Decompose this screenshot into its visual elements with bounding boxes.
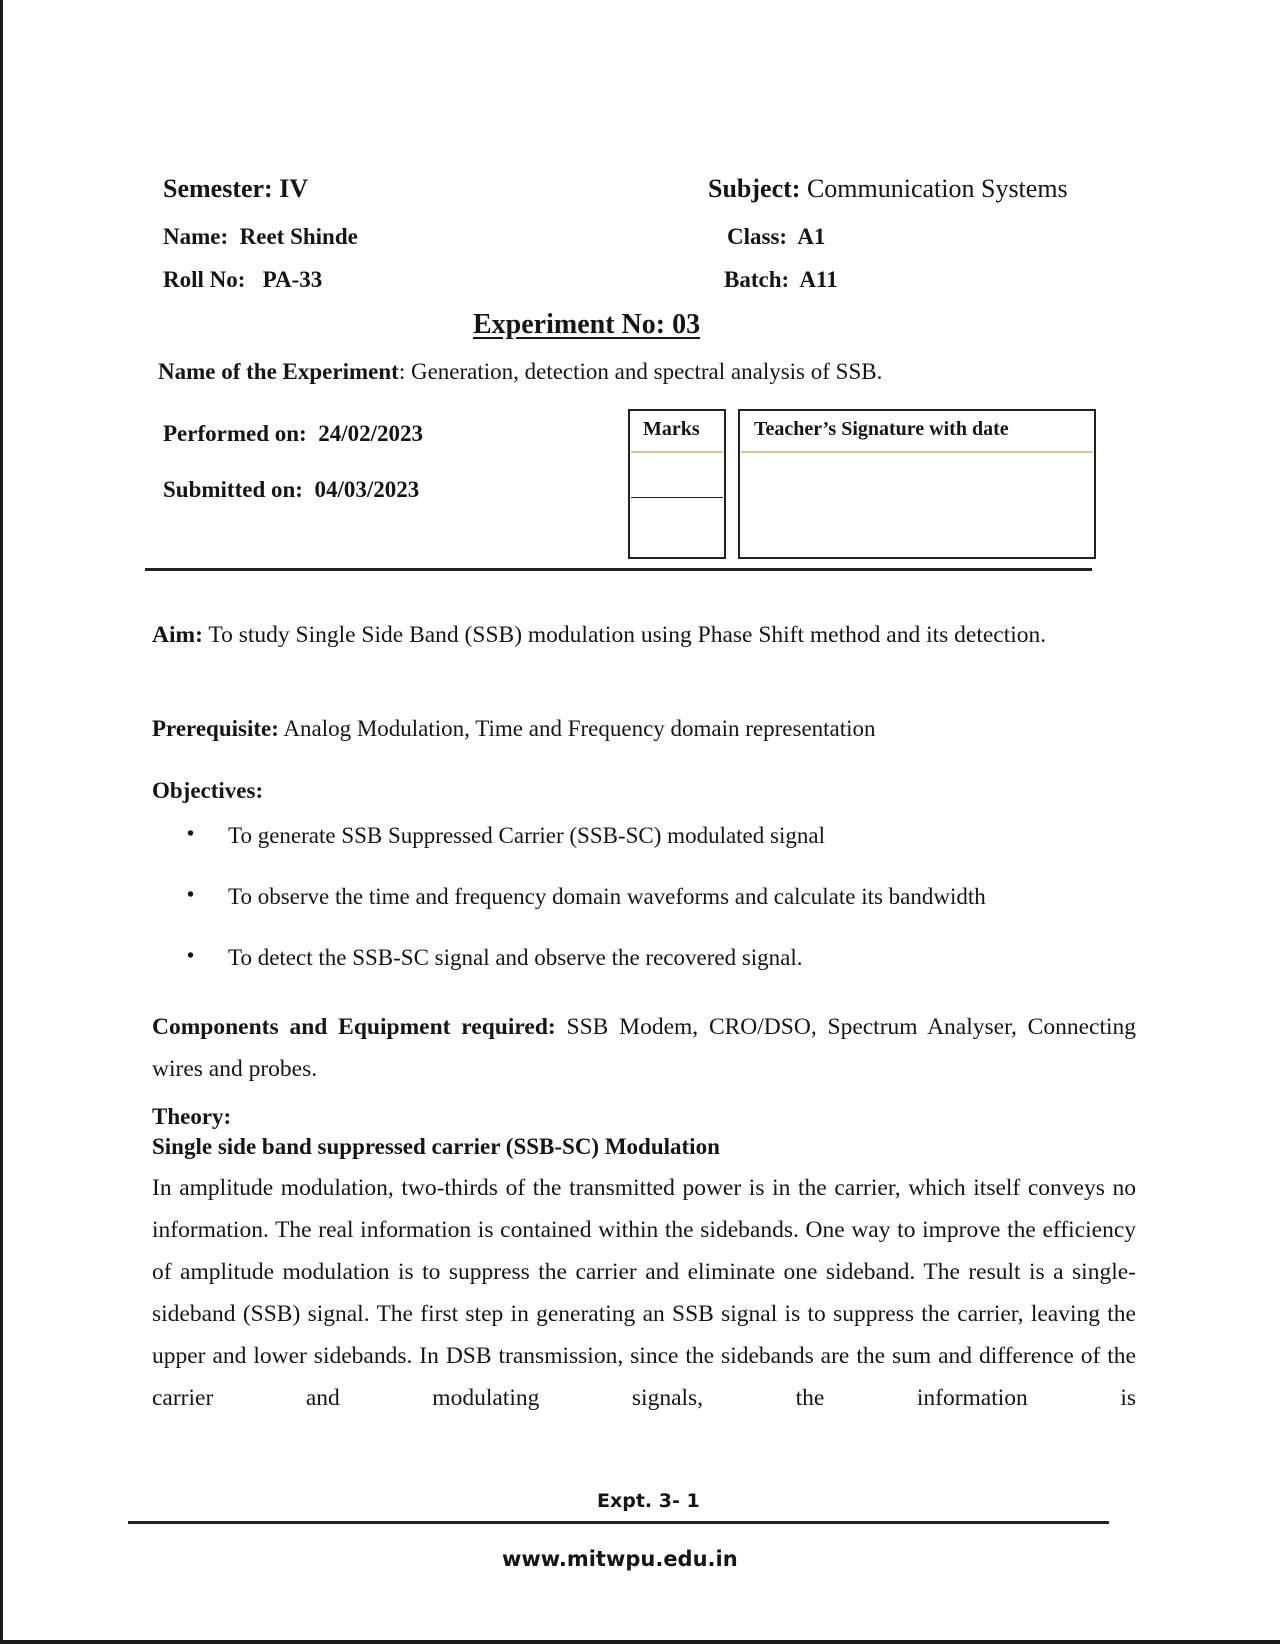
experiment-name-value: : Generation, detection and spectral analysis of SSB. [398,359,883,384]
website-text: www.mitwpu.edu.in [502,1547,738,1571]
semester-field [163,174,308,204]
class-label: Class: [727,224,788,249]
components-text: SSB Modem, CRO/DSO, Spectrum Analyser, Connecting wires and probes. [152,1014,1137,1082]
objective-text: To observe the time and frequency domain waveforms and calculate its bandwidth [228,884,986,909]
roll-value: PA-33 [262,267,323,292]
name-field [163,224,358,250]
performed-label: Performed on: [163,421,307,446]
marks-header-divider [631,451,723,453]
theory-label: Theory: [152,1104,232,1129]
submitted-label: Submitted on: [163,477,303,502]
bullet-icon: • [187,945,195,967]
prerequisite-line [152,716,876,742]
semester-value: IV [279,174,309,203]
name-label: Name: [163,224,229,249]
objective-text: To generate SSB Suppressed Carrier (SSB-SC) modulated signal [228,823,825,848]
class-value: A1 [797,224,826,249]
experiment-number-title: Experiment No: 03 [473,309,701,340]
page-border-left [0,0,3,1644]
submitted-on-field [163,477,419,503]
objective-text: To detect the SSB-SC signal and observe the recovered signal. [228,945,803,970]
subject-field [708,174,1068,204]
batch-field [724,267,838,293]
theory-subheading: Single side band suppressed carrier (SSB-SC) Modulation [152,1134,720,1159]
batch-label: Batch: [724,267,790,292]
roll-label: Roll No: [163,267,246,292]
subject-value: Communication Systems [806,174,1068,203]
aim-text: To study Single Side Band (SSB) modulation using Phase Shift method and its detection. [202,622,1047,648]
performed-value: 24/02/2023 [318,421,423,446]
semester-label: Semester: [163,174,273,203]
prerequisite-label: Prerequisite: [152,716,279,741]
class-field [727,224,825,250]
objectives-label: Objectives: [152,778,264,803]
aim-label: Aim: [152,622,203,648]
components-paragraph [152,1006,1136,1090]
page-number-label: Expt. 3- 1 [597,1490,700,1512]
signature-header-divider [741,451,1093,453]
name-value: Reet Shinde [239,224,358,249]
teacher-signature-label: Teacher’s Signature with date [754,418,1009,440]
header-divider-rule [145,568,1092,571]
experiment-name-label: Name of the Experiment [158,359,399,384]
bullet-icon: • [187,823,195,845]
submitted-value: 04/03/2023 [314,477,420,502]
prerequisite-text: Analog Modulation, Time and Frequency domain representation [278,716,876,741]
roll-field [163,267,322,293]
aim-paragraph [152,614,1136,656]
footer-divider-rule [128,1521,1109,1524]
experiment-name [158,359,882,385]
theory-paragraph: In amplitude modulation, two-thirds of the transmitted power is in the carrier, which itself conveys no information. The real information is contained within the sidebands. One way to improve the efficiency of amplitude modulation is to suppress the carrier and eliminate one sideband. The result is a single-sideband (SSB) signal. The first step in generating an SSB signal is to suppress the carrier, leaving the upper and lower sidebands. In DSB transmission, since the sidebands are the sum and difference of the carrier and modulating signals, the information is [152,1175,1136,1411]
batch-value: A11 [799,267,838,292]
page-border-bottom [0,1640,1280,1644]
subject-label: Subject: [708,174,801,203]
bullet-icon: • [187,884,195,906]
components-label: Components and Equipment required: [152,1014,556,1040]
marks-row-divider [631,497,723,498]
performed-on-field [163,421,423,447]
marks-label: Marks [643,418,700,440]
